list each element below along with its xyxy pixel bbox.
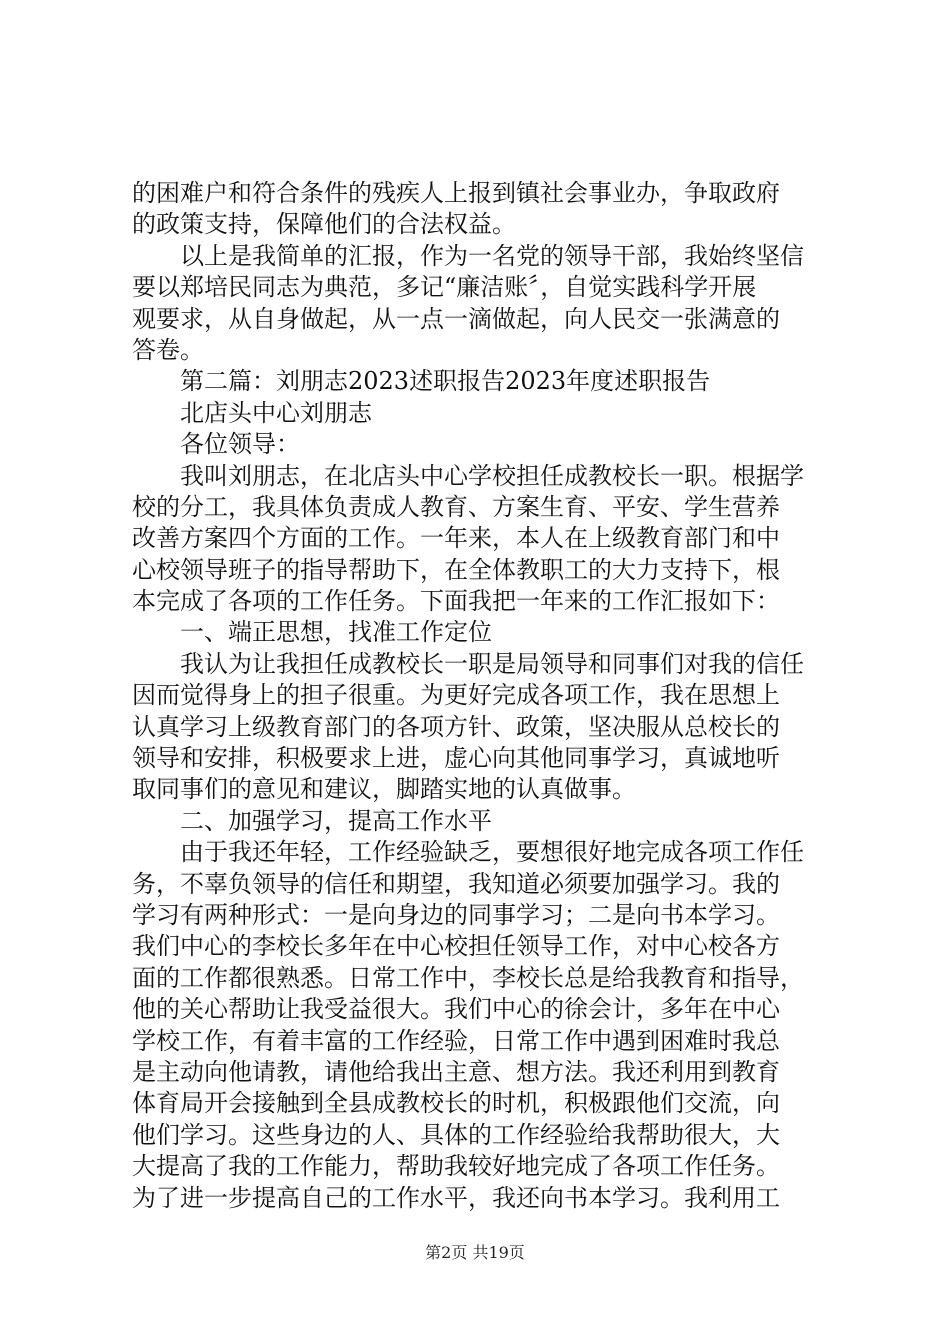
text-line: 各位领导： <box>180 430 300 459</box>
text-line: 大提高了我的工作能力，帮助我较好地完成了各项工作任务。 <box>132 1152 780 1181</box>
text-line: 他们学习。这些身边的人、具体的工作经验给我帮助很大，大 <box>132 1120 780 1149</box>
document-body <box>132 178 832 1214</box>
text-line: 面的工作都很熟悉。日常工作中，李校长总是给我教育和指导， <box>132 963 804 992</box>
text-line: 学校工作，有着丰富的工作经验，日常工作中遇到困难时我总 <box>132 1026 780 1055</box>
text-line: 学习有两种形式：一是向身边的同事学习；二是向书本学习。 <box>132 900 780 929</box>
text-line: 认真学习上级教育部门的各项方针、政策，坚决服从总校长的 <box>132 712 780 741</box>
text-line: 二、加强学习，提高工作水平 <box>180 806 492 835</box>
text-line: 本完成了各项的工作任务。下面我把一年来的工作汇报如下： <box>132 587 780 616</box>
text-line: 第二篇：刘朋志2023述职报告2023年度述职报告 <box>180 367 711 396</box>
text-line: 要以郑培民同志为典范，多记“廉洁账〞，自觉实践科学开展 <box>132 273 757 302</box>
text-line: 我们中心的李校长多年在中心校担任领导工作，对中心校各方 <box>132 932 780 961</box>
text-line: 我认为让我担任成教校长一职是局领导和同事们对我的信任 <box>180 649 804 678</box>
text-line: 改善方案四个方面的工作。一年来，本人在上级教育部门和中 <box>132 524 780 553</box>
text-line: 领导和安排，积极要求上进，虚心向其他同事学习，真诚地听 <box>132 744 780 773</box>
page-number-footer: 第2页 共19页 <box>425 1243 525 1262</box>
text-line: 他的关心帮助让我受益很大。我们中心的徐会计，多年在中心 <box>132 995 780 1024</box>
text-line: 因而觉得身上的担子很重。为更好完成各项工作，我在思想上 <box>132 681 780 710</box>
text-line: 答卷。 <box>132 335 204 364</box>
text-line: 务，不辜负领导的信任和期望，我知道必须要加强学习。我的 <box>132 869 780 898</box>
text-line: 是主动向他请教，请他给我出主意、想方法。我还利用到教育 <box>132 1057 780 1086</box>
text-line: 的困难户和符合条件的残疾人上报到镇社会事业办，争取政府 <box>132 179 780 207</box>
text-line: 的政策支持，保障他们的合法权益。 <box>132 210 516 239</box>
text-line: 校的分工，我具体负责成人教育、方案生育、平安、学生营养 <box>132 492 780 521</box>
text-line: 体育局开会接触到全县成教校长的时机，积极跟他们交流，向 <box>132 1089 780 1118</box>
text-line: 心校领导班子的指导帮助下，在全体教职工的大力支持下，根 <box>132 555 780 584</box>
text-line: 取同事们的意见和建议，脚踏实地的认真做事。 <box>132 775 636 804</box>
text-line: 我叫刘朋志，在北店头中心学校担任成教校长一职。根据学 <box>180 461 804 490</box>
text-line: 观要求，从自身做起，从一点一滴做起，向人民交一张满意的 <box>132 304 780 333</box>
text-line: 以上是我简单的汇报，作为一名党的领导干部，我始终坚信 <box>180 241 804 270</box>
text-line: 由于我还年轻，工作经验缺乏，要想很好地完成各项工作任 <box>180 838 804 867</box>
text-line: 北店头中心刘朋志 <box>180 398 372 427</box>
text-line: 为了进一步提高自己的工作水平，我还向书本学习。我利用工 <box>132 1183 780 1212</box>
text-line: 一、端正思想，找准工作定位 <box>180 618 492 647</box>
